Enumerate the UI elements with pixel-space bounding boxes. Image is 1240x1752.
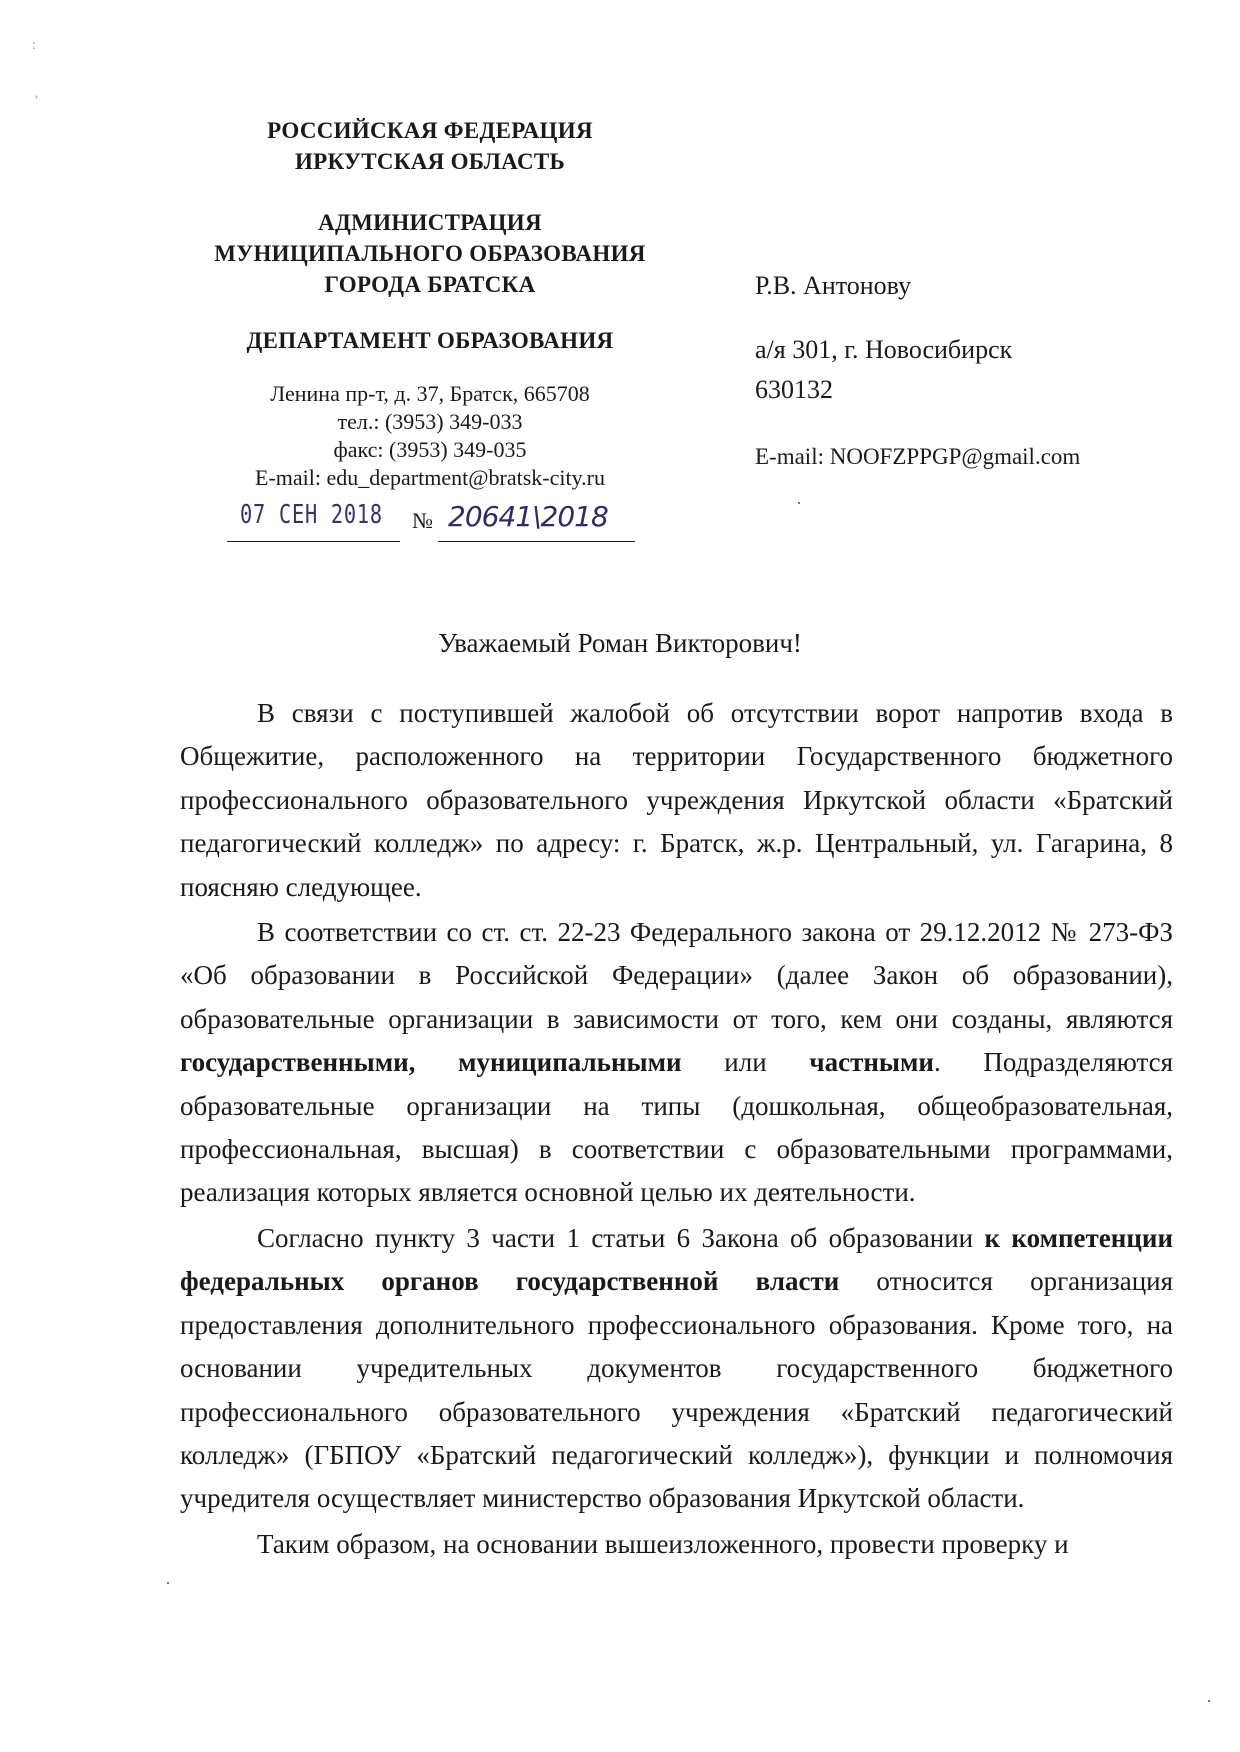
scan-mark: ‚ <box>34 86 39 101</box>
paragraph-2 <box>180 911 1173 1215</box>
paragraph-2-text: В соответствии со ст. ст. 22-23 Федерального закона от 29.12.2012 № 273-ФЗ «Об образовании в Российской Федерации» (далее Закон об образовании), образовательные организации в зависимости от того, кем они созданы, являются <box>180 917 1173 1034</box>
sender-admin-3: ГОРОДА БРАТСКА <box>324 272 536 297</box>
sender-phone: тел.: (3953) 349-033 <box>337 409 523 434</box>
registration-date: 07 СЕН 2018 <box>240 500 383 530</box>
bold-separator: , <box>408 1047 459 1078</box>
recipient-address-1: а/я 301, г. Новосибирск <box>755 335 1013 364</box>
sender-country: РОССИЙСКАЯ ФЕДЕРАЦИЯ <box>267 118 593 143</box>
scan-mark: : <box>32 38 36 53</box>
sender-region: ИРКУТСКАЯ ОБЛАСТЬ <box>294 149 565 174</box>
registration-number: 20641\2018 <box>448 500 608 533</box>
bold-term-municipal: муниципальными <box>458 1047 682 1078</box>
scan-dot <box>798 502 800 504</box>
recipient-address-2: 630132 <box>755 375 833 404</box>
paragraph-2-text: . Подразделяются образовательные организации на типы (дошкольная, общеобразовательная, профессиональная, высшая) в соответствии с образовательными программами, реализация которых является основной целью их деятельности. <box>180 1047 1173 1208</box>
sender-admin-1: АДМИНИСТРАЦИЯ <box>318 210 542 235</box>
paragraph-3 <box>180 1217 1173 1521</box>
paragraph-2-text: или <box>681 1047 810 1078</box>
scan-dot <box>1208 1700 1210 1702</box>
salutation: Уважаемый Роман Викторович! <box>438 628 802 658</box>
bold-term-private: частными <box>809 1047 934 1078</box>
paragraph-1: В связи с поступившей жалобой об отсутствии ворот напротив входа в Общежитие, расположенного на территории Государственного бюджетного профессионального образовательного учреждения Иркутской области «Братский педагогический колледж» по адресу: г. Братск, ж.р. Центральный, ул. Гагарина, 8 поясняю следующее. <box>180 698 1173 902</box>
sender-department: ДЕПАРТАМЕНТ ОБРАЗОВАНИЯ <box>246 328 614 353</box>
number-sign: № <box>412 508 433 533</box>
paragraph-4: Таким образом, на основании вышеизложенного, провести проверку и <box>257 1528 1069 1559</box>
sender-admin-2: МУНИЦИПАЛЬНОГО ОБРАЗОВАНИЯ <box>214 241 646 266</box>
bold-term-state: государственными <box>180 1047 409 1078</box>
sender-email: E-mail: edu_department@bratsk-city.ru <box>255 465 605 490</box>
sender-address: Ленина пр-т, д. 37, Братск, 665708 <box>270 381 590 406</box>
paragraph-3-text: Согласно пункту 3 части 1 статьи 6 Закона об образовании <box>257 1222 985 1253</box>
bold-term-federal-competence: к компетенции федеральных органов государственной власти <box>180 1222 1173 1297</box>
recipient-name: Р.В. Антонову <box>755 271 912 300</box>
paragraph-3-text: относится организация предоставления дополнительного профессионального образования. Кроме того, на основании учредительных документов государственного бюджетного профессионального образовательного учреждения «Братский педагогический колледж» (ГБПОУ «Братский педагогический колледж»), функции и полномочия учредителя осуществляет министерство образования Иркутской области. <box>180 1266 1174 1514</box>
scan-dot <box>167 1582 169 1584</box>
recipient-email: E-mail: NOOFZPPGP@gmail.com <box>755 444 1081 469</box>
sender-header <box>180 115 680 492</box>
sender-fax: факс: (3953) 349-035 <box>333 437 527 462</box>
letter-body <box>180 692 1173 1566</box>
